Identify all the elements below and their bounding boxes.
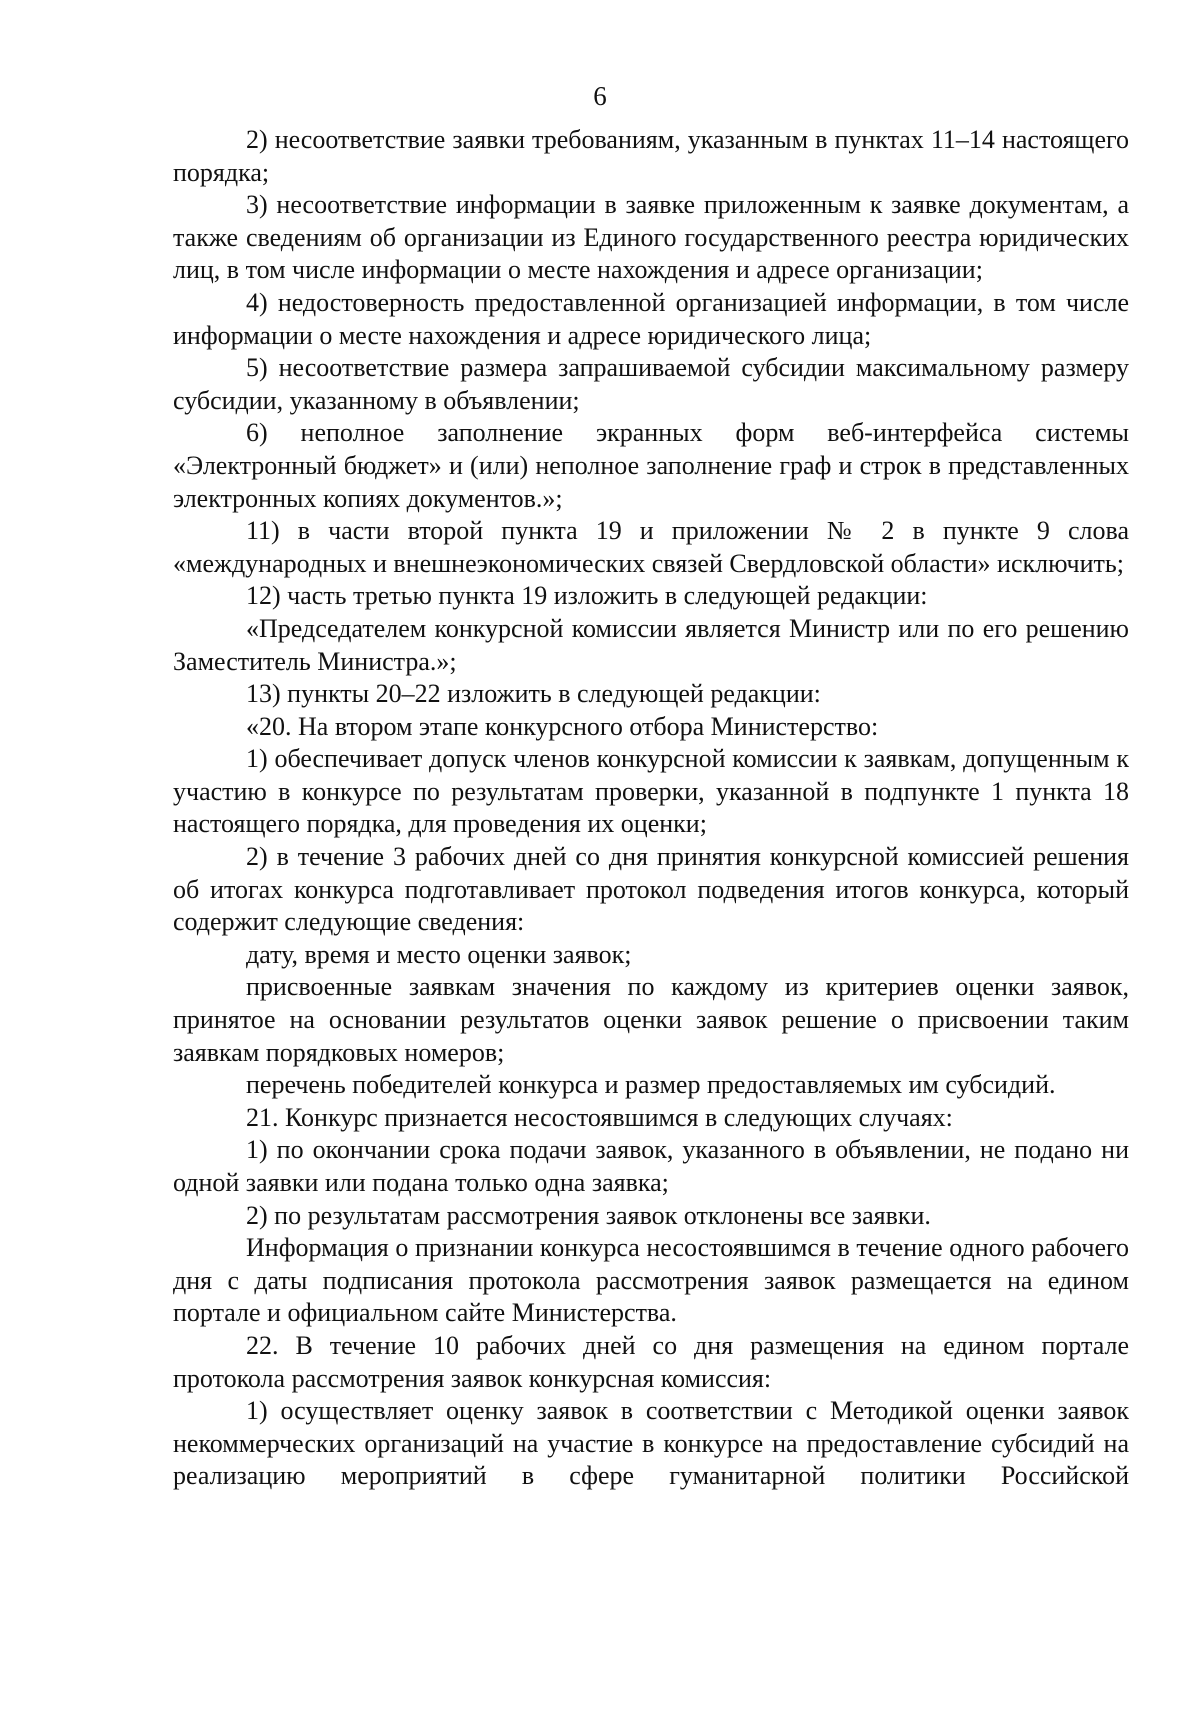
paragraph-point-22-1: 1) осуществляет оценку заявок в соответствии с Методикой оценки заявок некоммерческих организаций на участие в конкурсе на предоставление субсидий на реализацию мероприятий в сфере гуманитарной политики Российской xyxy=(173,1396,1129,1491)
page-number: 6 xyxy=(593,81,607,111)
paragraph-point-20-1: 1) обеспечивает допуск членов конкурсной комиссии к заявкам, допущенным к участию в конкурсе по результатам проверки, указанной в подпункте 1 пункта 18 настоящего порядка, для проведения их оценки; xyxy=(173,744,1129,839)
paragraph-chairman: «Председателем конкурсной комиссии является Министр или по его решению Заместитель Министра.»; xyxy=(173,613,1129,676)
paragraph-protocol-values: присвоенные заявкам значения по каждому из критериев оценки заявок, принятое на основании результатов оценки заявок решение о присвоении таким заявкам порядковых номеров; xyxy=(173,972,1129,1067)
paragraph-amendment-11: 11) в части второй пункта 19 и приложении № 2 в пункте 9 слова «международных и внешнеэкономических связей Свердловской области» исключить; xyxy=(173,516,1129,578)
paragraph-item-5: 5) несоответствие размера запрашиваемой субсидии максимальному размеру субсидии, указанному в объявлении; xyxy=(173,353,1129,415)
paragraph-amendment-12: 12) часть третью пункта 19 изложить в следующей редакции: xyxy=(246,581,928,611)
paragraph-point-21-2: 2) по результатам рассмотрения заявок отклонены все заявки. xyxy=(246,1200,931,1230)
paragraph-item-6: 6) неполное заполнение экранных форм веб-интерфейса системы «Электронный бюджет» и (или) неполное заполнение граф и строк в представленных электронных копиях документов.»; xyxy=(173,418,1129,513)
paragraph-point-20-2: 2) в течение 3 рабочих дней со дня принятия конкурсной комиссией решения об итогах конкурса подготавливает протокол подведения итогов конкурса, который содержит следующие сведения: xyxy=(173,842,1129,937)
paragraph-item-4: 4) недостоверность предоставленной организацией информации, в том числе информации о месте нахождения и адресе юридического лица; xyxy=(173,287,1129,350)
paragraph-item-3: 3) несоответствие информации в заявке приложенным к заявке документам, а также сведениям об организации из Единого государственного реестра юридических лиц, в том числе информации о месте нахождения и адресе организации; xyxy=(173,190,1129,285)
document-body xyxy=(173,124,1129,1493)
paragraph-point-22: 22. В течение 10 рабочих дней со дня размещения на едином портале протокола рассмотрения заявок конкурсная комиссия: xyxy=(173,1330,1129,1393)
paragraph-point-21-info: Информация о признании конкурса несостоявшимся в течение одного рабочего дня с даты подписания протокола рассмотрения заявок размещается на едином портале и официальном сайте Министерства. xyxy=(173,1233,1129,1328)
paragraph-point-20: «20. На втором этапе конкурсного отбора Министерство: xyxy=(246,711,879,741)
paragraph-item-2: 2) несоответствие заявки требованиям, указанным в пунктах 11–14 настоящего порядка; xyxy=(173,125,1129,187)
paragraph-point-21: 21. Конкурс признается несостоявшимся в следующих случаях: xyxy=(246,1102,953,1132)
paragraph-amendment-13: 13) пункты 20–22 изложить в следующей редакции: xyxy=(246,679,821,709)
paragraph-protocol-winners: перечень победителей конкурса и размер предоставляемых им субсидий. xyxy=(246,1070,1056,1100)
paragraph-point-21-1: 1) по окончании срока подачи заявок, указанного в объявлении, не подано ни одной заявки или подана только одна заявка; xyxy=(173,1135,1129,1197)
paragraph-protocol-date: дату, время и место оценки заявок; xyxy=(246,939,632,969)
